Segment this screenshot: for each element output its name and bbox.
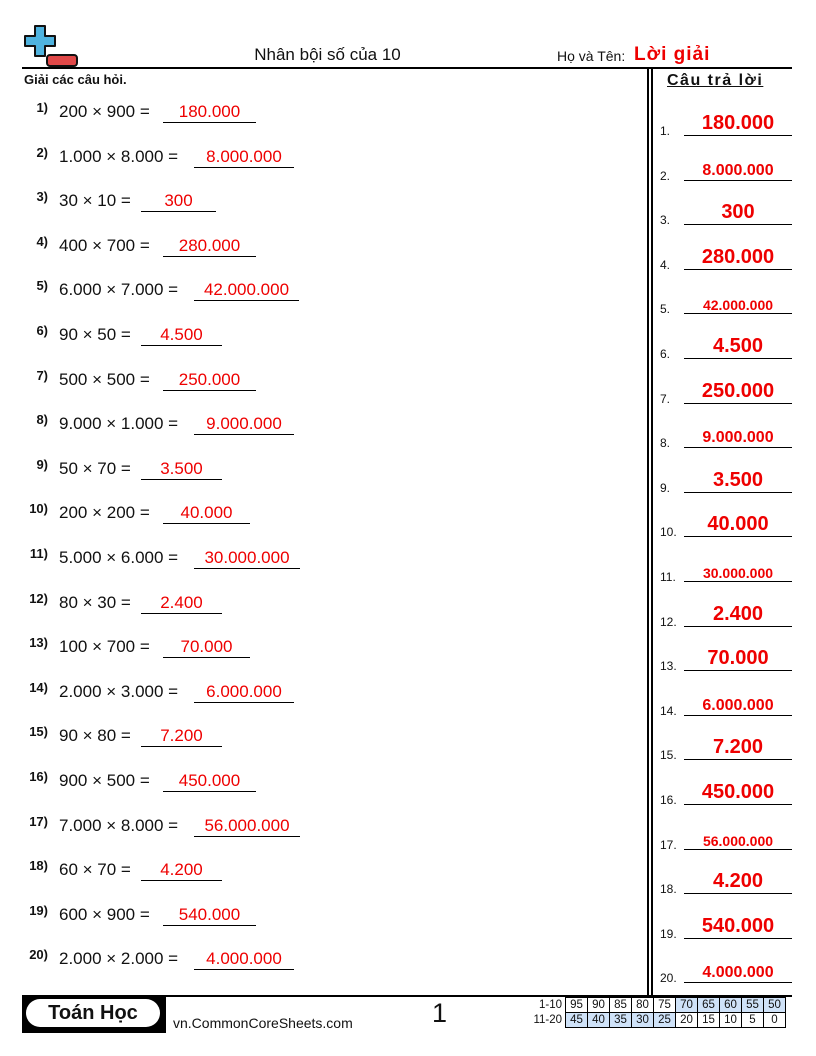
- score-cell: 70: [676, 998, 698, 1013]
- problem-number: 4): [36, 233, 48, 249]
- answer-key-value: 250.000: [684, 380, 792, 404]
- answer-key-row: [660, 333, 792, 363]
- answer-key-number: 17.: [660, 837, 677, 852]
- problem-expression: 90 × 80 =: [59, 726, 131, 746]
- answer-key-row: [660, 645, 792, 675]
- answer-key-row: [660, 913, 792, 943]
- answer-key-value: 56.000.000: [684, 833, 792, 850]
- score-cell: 5: [742, 1013, 764, 1028]
- answer-key-row: [660, 690, 792, 720]
- problem-expression: 600 × 900 =: [59, 904, 150, 924]
- answer-key-value: 4.000.000: [684, 964, 792, 983]
- score-row: [530, 1013, 786, 1028]
- score-cell: 50: [764, 998, 786, 1013]
- header-divider: [22, 67, 792, 69]
- problem-answer-blank[interactable]: 2.400: [141, 593, 222, 614]
- answer-key-number: 16.: [660, 793, 677, 807]
- score-cell: 35: [610, 1013, 632, 1028]
- answer-key-value: 180.000: [684, 112, 792, 136]
- answer-key-number: 20.: [660, 971, 677, 986]
- problem-expression: 2.000 × 3.000 =: [59, 681, 179, 701]
- score-cell: 95: [566, 998, 588, 1013]
- problem-expression: 90 × 50 =: [59, 325, 131, 344]
- problem-expression: 30 × 10 =: [59, 191, 131, 211]
- problem-expression: 2.000 × 2.000 =: [59, 949, 179, 969]
- problem-number: 14): [29, 679, 48, 695]
- answer-key-value: 450.000: [684, 781, 792, 805]
- problem-answer-blank[interactable]: 42.000.000: [194, 280, 299, 301]
- answer-key-row: [660, 734, 792, 764]
- answer-key-row: [660, 556, 792, 586]
- problem-number: 3): [36, 189, 48, 205]
- problem-expression: 9.000 × 1.000 =: [59, 414, 179, 434]
- answer-key-row: [660, 110, 792, 140]
- problem-answer-blank[interactable]: 4.500: [141, 325, 222, 346]
- score-row-label: 1-10: [538, 999, 562, 1011]
- answers-heading: Câu trả lời: [667, 72, 764, 89]
- answer-key-row: [660, 288, 792, 318]
- answer-key-number: 6.: [660, 347, 671, 361]
- worksheet-title: Nhân bội số của 10: [254, 45, 401, 64]
- score-table: [530, 997, 786, 1028]
- problem-answer-blank[interactable]: 3.500: [141, 459, 222, 480]
- problem-answer-blank[interactable]: 4.200: [141, 860, 222, 881]
- score-cell: 0: [764, 1013, 786, 1028]
- problem-number: 19): [29, 902, 48, 918]
- problem-expression: 200 × 900 =: [59, 102, 150, 121]
- problem-expression: 5.000 × 6.000 =: [59, 548, 179, 567]
- score-cell: 85: [610, 998, 632, 1013]
- score-cell: 80: [632, 998, 654, 1013]
- problem-number: 9): [36, 456, 48, 472]
- answer-key-value: 4.500: [684, 335, 792, 359]
- score-cell: 60: [720, 998, 742, 1013]
- problem-answer-blank[interactable]: 9.000.000: [194, 414, 294, 435]
- score-cell: 40: [588, 1013, 610, 1028]
- answer-key-value: 280.000: [684, 246, 792, 270]
- problem-expression: 200 × 200 =: [59, 503, 150, 523]
- answer-key-number: 3.: [660, 213, 671, 228]
- problem-number: 17): [29, 813, 48, 829]
- answer-key-row: [660, 244, 792, 274]
- problem-answer-blank[interactable]: 300: [141, 191, 216, 212]
- answer-key-row: [660, 422, 792, 452]
- answer-key-row: [660, 467, 792, 497]
- problem-expression: 500 × 500 =: [59, 369, 150, 389]
- problem-answer-blank[interactable]: 40.000: [163, 503, 250, 524]
- problem-answer-blank[interactable]: 4.000.000: [194, 949, 294, 970]
- answer-key-number: 13.: [660, 659, 677, 674]
- problem-expression: 1.000 × 8.000 =: [59, 146, 179, 166]
- answer-key-row: [660, 199, 792, 229]
- answer-key-row: [660, 511, 792, 541]
- problem-number: 5): [36, 278, 48, 294]
- answer-key-value: 70.000: [684, 647, 792, 671]
- score-cell: 90: [588, 998, 610, 1013]
- answer-key-value: 4.200: [684, 870, 792, 894]
- problem-expression: 50 × 70 =: [59, 458, 131, 478]
- answer-key-number: 11.: [660, 570, 676, 584]
- problem-expression: 400 × 700 =: [59, 235, 150, 255]
- score-cell: 55: [742, 998, 764, 1013]
- answer-key-number: 4.: [660, 257, 671, 272]
- problem-answer-blank[interactable]: 540.000: [163, 905, 256, 926]
- problem-number: 1): [36, 100, 48, 115]
- score-cell: 65: [698, 998, 720, 1013]
- problem-answer-blank[interactable]: 56.000.000: [194, 816, 300, 837]
- problem-expression: 900 × 500 =: [59, 771, 150, 790]
- answer-key-number: 14.: [660, 703, 677, 718]
- answer-key-value: 30.000.000: [684, 565, 792, 582]
- page-number: 1: [432, 998, 448, 1028]
- answer-key-number: 19.: [660, 926, 677, 941]
- problem-expression: 60 × 70 =: [59, 860, 131, 880]
- answer-key-number: 18.: [660, 882, 677, 897]
- column-divider: [647, 69, 649, 995]
- problem-number: 12): [29, 590, 48, 606]
- answer-key-row: [660, 601, 792, 631]
- problem-number: 8): [36, 412, 48, 428]
- problem-number: 20): [29, 947, 48, 963]
- name-value: Lời giải: [634, 44, 711, 65]
- problem-number: 15): [29, 724, 48, 740]
- problem-expression: 80 × 30 =: [59, 592, 131, 612]
- answer-key-row: [660, 779, 792, 809]
- answer-key-number: 10.: [660, 525, 677, 540]
- problem-expression: 6.000 × 7.000 =: [59, 280, 179, 300]
- answer-key-value: 8.000.000: [684, 162, 792, 181]
- score-row: [530, 998, 786, 1013]
- problem-expression: 7.000 × 8.000 =: [59, 815, 179, 835]
- problem-answer-blank[interactable]: 6.000.000: [194, 682, 294, 703]
- problem-number: 18): [29, 858, 48, 874]
- answer-key-number: 2.: [660, 168, 671, 183]
- problem-number: 6): [36, 323, 48, 338]
- answer-key-row: [660, 868, 792, 898]
- problem-expression: 100 × 700 =: [59, 637, 150, 657]
- problem-answer-blank[interactable]: 450.000: [163, 771, 256, 792]
- problem-answer-blank[interactable]: 30.000.000: [194, 548, 300, 569]
- score-cell: 15: [698, 1013, 720, 1028]
- problem-answer-blank[interactable]: 180.000: [163, 102, 256, 123]
- answer-key-value: 40.000: [684, 513, 792, 537]
- problem-number: 2): [36, 144, 48, 160]
- problem-answer-blank[interactable]: 7.200: [141, 726, 222, 747]
- answer-key-number: 5.: [660, 302, 671, 317]
- score-cell: 45: [566, 1013, 588, 1028]
- score-cell: 20: [676, 1013, 698, 1028]
- answer-key-row: [660, 155, 792, 185]
- answer-key-number: 8.: [660, 436, 671, 451]
- brand-label: Toán Học: [26, 999, 160, 1027]
- answer-key-value: 9.000.000: [684, 429, 792, 448]
- problem-answer-blank[interactable]: 280.000: [163, 236, 256, 257]
- answer-key-number: 15.: [660, 748, 677, 763]
- answer-key-value: 6.000.000: [684, 697, 792, 716]
- score-row-label: 11-20: [533, 1014, 562, 1026]
- problem-number: 16): [29, 769, 48, 784]
- instructions: Giải các câu hỏi.: [24, 72, 127, 87]
- problem-number: 11): [29, 546, 48, 561]
- score-cell: 75: [654, 998, 676, 1013]
- problem-number: 10): [29, 501, 48, 517]
- problem-number: 7): [36, 367, 48, 383]
- answer-key-row: [660, 824, 792, 854]
- answer-key-value: 2.400: [684, 603, 792, 627]
- answer-key-value: 3.500: [684, 469, 792, 493]
- answer-key-row: [660, 378, 792, 408]
- answer-key-number: 12.: [660, 614, 677, 629]
- problem-number: 13): [29, 635, 48, 651]
- answer-key-number: 7.: [660, 391, 671, 406]
- answer-key-value: 540.000: [684, 915, 792, 939]
- score-cell: 25: [654, 1013, 676, 1028]
- answer-key-value: 300: [684, 201, 792, 225]
- answer-key-value: 42.000.000: [684, 297, 792, 314]
- answer-key-row: [660, 957, 792, 987]
- score-cell: 10: [720, 1013, 742, 1028]
- name-label: Họ và Tên:: [557, 48, 626, 64]
- problem-answer-blank[interactable]: 70.000: [163, 637, 250, 658]
- answer-key-number: 9.: [660, 480, 671, 495]
- column-divider: [651, 69, 653, 995]
- score-cell: 30: [632, 1013, 654, 1028]
- problem-answer-blank[interactable]: 250.000: [163, 370, 256, 391]
- answer-key-number: 1.: [660, 124, 671, 138]
- site-url: vn.CommonCoreSheets.com: [173, 1015, 353, 1031]
- problem-answer-blank[interactable]: 8.000.000: [194, 147, 294, 168]
- answer-key-value: 7.200: [684, 736, 792, 760]
